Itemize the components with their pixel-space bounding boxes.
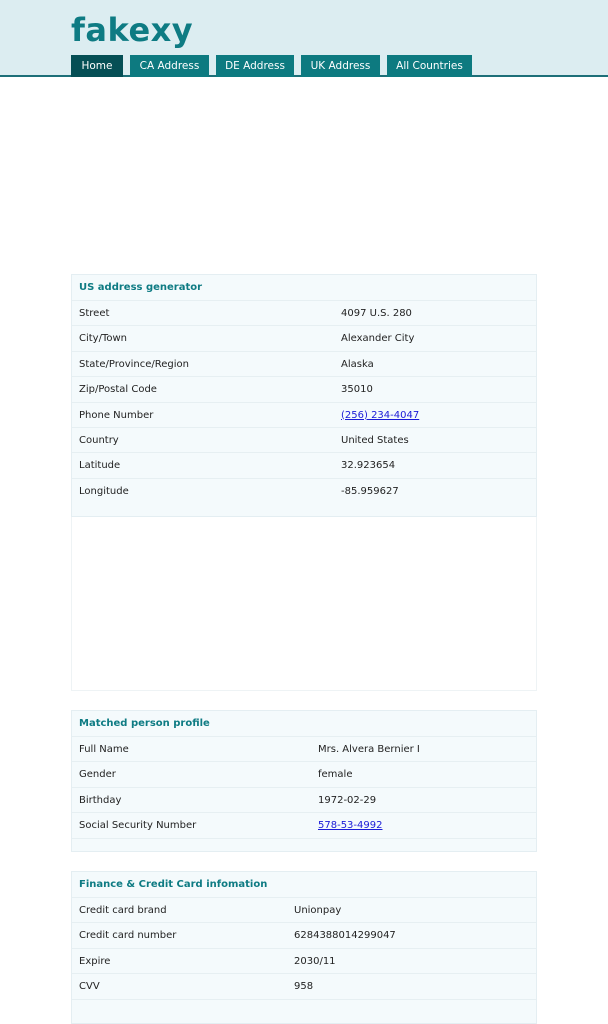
latitude-value: 32.923654 <box>341 460 396 472</box>
ssn-value <box>318 813 382 837</box>
card-number-value: 6284388014299047 <box>294 930 396 942</box>
row-label: City/Town <box>79 333 128 345</box>
panel-title: US address generator <box>72 275 536 301</box>
row-label: Gender <box>79 769 116 781</box>
row-label: Phone Number <box>79 409 154 421</box>
us-address-panel <box>71 274 537 517</box>
row-label: Social Security Number <box>79 820 197 832</box>
table-row <box>72 428 536 453</box>
person-profile-panel <box>71 710 537 852</box>
main-nav <box>71 55 479 77</box>
nav-tab-de-address[interactable]: DE Address <box>216 55 294 77</box>
longitude-value: -85.959627 <box>341 485 399 497</box>
row-label: Credit card brand <box>79 905 167 916</box>
table-row <box>72 326 536 351</box>
table-row <box>72 813 536 838</box>
cvv-value: 958 <box>294 981 314 993</box>
table-row <box>72 301 536 326</box>
expire-value: 2030/11 <box>294 955 336 967</box>
nav-tab-all-countries[interactable]: All Countries <box>387 55 472 77</box>
table-row <box>72 762 536 787</box>
table-row <box>72 974 536 999</box>
row-label: CVV <box>79 981 100 993</box>
row-label: State/Province/Region <box>79 358 189 370</box>
table-row <box>72 949 536 974</box>
table-row <box>72 377 536 402</box>
row-label: Latitude <box>79 460 121 472</box>
ssn-link[interactable]: 578-53-4992 <box>318 820 383 832</box>
table-row <box>72 788 536 813</box>
street-value: 4097 U.S. 280 <box>341 308 412 319</box>
zip-value: 35010 <box>341 384 373 396</box>
ad-placeholder <box>71 517 537 691</box>
row-label: Country <box>79 434 119 446</box>
row-label: Zip/Postal Code <box>79 384 157 396</box>
nav-tab-ca-address[interactable]: CA Address <box>130 55 209 77</box>
table-row <box>72 923 536 948</box>
credit-card-panel <box>71 871 537 1024</box>
table-row <box>72 479 536 504</box>
city-value: Alexander City <box>341 333 415 345</box>
row-label: Expire <box>79 955 111 967</box>
card-brand-value: Unionpay <box>294 905 342 916</box>
row-label: Birthday <box>79 794 122 806</box>
state-value: Alaska <box>341 358 374 370</box>
birthday-value: 1972-02-29 <box>318 794 377 806</box>
phone-link[interactable]: (256) 234-4047 <box>341 409 420 421</box>
table-row <box>72 352 536 377</box>
table-row <box>72 898 536 923</box>
row-label: Credit card number <box>79 930 177 942</box>
panel-title: Finance & Credit Card infomation <box>72 872 536 898</box>
table-row <box>72 737 536 762</box>
gender-value: female <box>318 769 353 781</box>
table-row <box>72 403 536 428</box>
country-value: United States <box>341 434 409 446</box>
table-row <box>72 453 536 478</box>
row-label: Full Name <box>79 744 129 755</box>
phone-value <box>341 403 419 427</box>
nav-tab-uk-address[interactable]: UK Address <box>301 55 380 77</box>
nav-tab-home[interactable]: Home <box>71 55 123 77</box>
row-label: Street <box>79 308 110 319</box>
site-logo[interactable]: fakexy <box>71 11 194 49</box>
row-label: Longitude <box>79 485 129 497</box>
panel-title: Matched person profile <box>72 711 536 737</box>
site-header <box>0 0 608 77</box>
full-name-value: Mrs. Alvera Bernier I <box>318 744 420 755</box>
